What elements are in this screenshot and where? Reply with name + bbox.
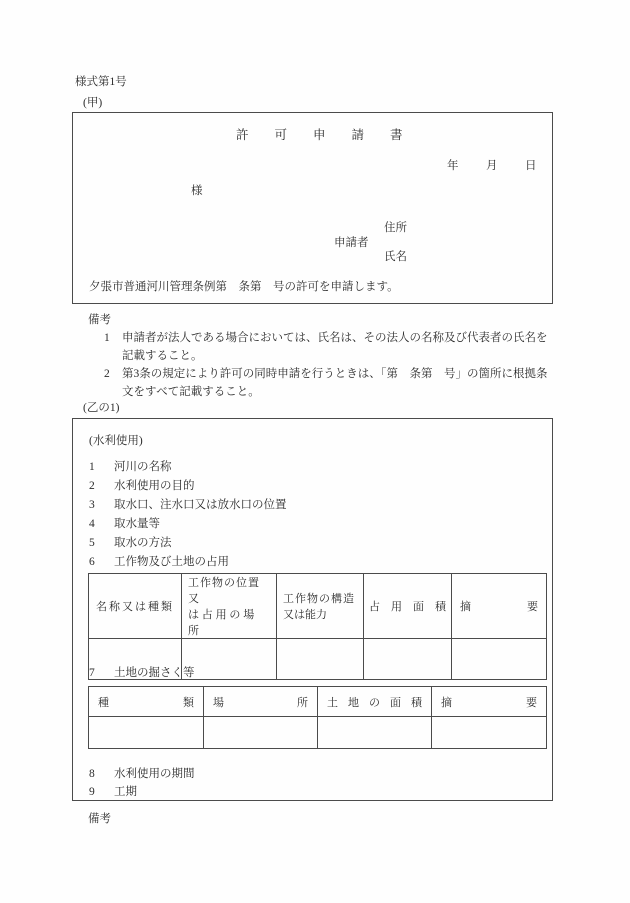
item-number: 5: [89, 537, 95, 549]
remark-item-2: [104, 365, 566, 401]
item-number: 9: [89, 786, 95, 798]
item-label: 工期: [114, 786, 137, 798]
section-label-kou: (甲): [83, 97, 103, 109]
header-line: 工作物の構造: [283, 593, 355, 605]
section-label-otsu: (乙の1): [83, 402, 120, 414]
water-use-item-8: [89, 765, 195, 781]
remark-text-continued: 文をすべて記載すること。: [122, 386, 260, 398]
header-place: 場 所: [204, 687, 318, 717]
item-label: 河川の名称: [114, 461, 172, 473]
water-use-item-9: [89, 783, 137, 799]
item-number: 2: [89, 480, 95, 492]
empty-cell: [452, 639, 547, 680]
structures-table-header-row: [89, 574, 547, 639]
item-label: 取水の方法: [114, 537, 172, 549]
water-use-heading: (水利使用): [89, 435, 143, 447]
item-label: 水利使用の目的: [114, 480, 195, 492]
address-label: 住所: [384, 222, 407, 234]
item-label: 取水口、注水口又は放水口の位置: [114, 499, 287, 511]
water-use-item-4: [89, 515, 160, 531]
application-title: 許可申請書: [236, 128, 429, 142]
item-number: 1: [89, 461, 95, 473]
remark-number: 2: [104, 368, 110, 380]
header-occupied-area: 占 用 面 積: [364, 574, 452, 639]
empty-cell: [182, 639, 277, 680]
remarks-label-bottom: 備考: [88, 813, 111, 825]
header-summary: 摘 要: [452, 574, 547, 639]
water-use-item-6: [89, 553, 229, 569]
empty-cell: [204, 717, 318, 749]
item-number: 7: [89, 667, 95, 679]
remark-line: [104, 329, 566, 347]
item-label: 工作物及び土地の占用: [114, 556, 229, 568]
item-label: 土地の掘さく等: [114, 667, 195, 679]
header-summary: 摘 要: [432, 687, 547, 717]
digging-table-header-row: [89, 687, 547, 717]
water-use-item-1: [89, 458, 172, 474]
water-use-item-7: [89, 664, 195, 680]
land-digging-table: [88, 686, 547, 749]
item-label: 水利使用の期間: [114, 768, 195, 780]
empty-cell: [364, 639, 452, 680]
empty-cell: [277, 639, 364, 680]
digging-table-empty-row: [89, 717, 547, 749]
form-number: 様式第1号: [75, 76, 127, 88]
applicant-label: 申請者: [334, 237, 369, 249]
empty-cell: [89, 717, 204, 749]
header-structure-location: [182, 574, 277, 639]
name-label: 氏名: [384, 251, 407, 263]
item-number: 6: [89, 556, 95, 568]
water-use-item-5: [89, 534, 172, 550]
remark-line: [104, 365, 566, 383]
application-box: [72, 112, 553, 304]
remark-text-continued: 記載すること。: [122, 350, 203, 362]
water-use-box: [72, 418, 553, 801]
header-name-or-type: 名称又は種類: [89, 574, 182, 639]
water-use-item-3: [89, 496, 287, 512]
item-label: 取水量等: [114, 518, 160, 530]
addressee-sama: 様: [191, 185, 203, 197]
date-line: 年 月 日: [447, 160, 545, 172]
empty-cell: [318, 717, 432, 749]
header-line: 工作物の位置又: [188, 577, 260, 605]
item-number: 4: [89, 518, 95, 530]
header-line: は占用の場所: [188, 609, 257, 637]
empty-cell: [432, 717, 547, 749]
item-number: 8: [89, 768, 95, 780]
water-use-item-2: [89, 477, 195, 493]
remarks-label: 備考: [88, 314, 111, 326]
item-number: 3: [89, 499, 95, 511]
header-line: 又は能力: [283, 609, 327, 621]
remark-text: 第3条の規定により許可の同時申請を行うときは、「第 条第 号」の箇所に根拠条: [122, 368, 548, 380]
header-land-area: 土 地 の 面 積: [318, 687, 432, 717]
remark-item-1: [104, 329, 566, 365]
remark-number: 1: [104, 332, 110, 344]
application-sentence: 夕張市普通河川管理条例第 条第 号の許可を申請します。: [89, 281, 399, 293]
header-type: 種 類: [89, 687, 204, 717]
header-structure-capacity: [277, 574, 364, 639]
remark-text: 申請者が法人である場合においては、氏名は、その法人の名称及び代表者の氏名を: [122, 332, 548, 344]
